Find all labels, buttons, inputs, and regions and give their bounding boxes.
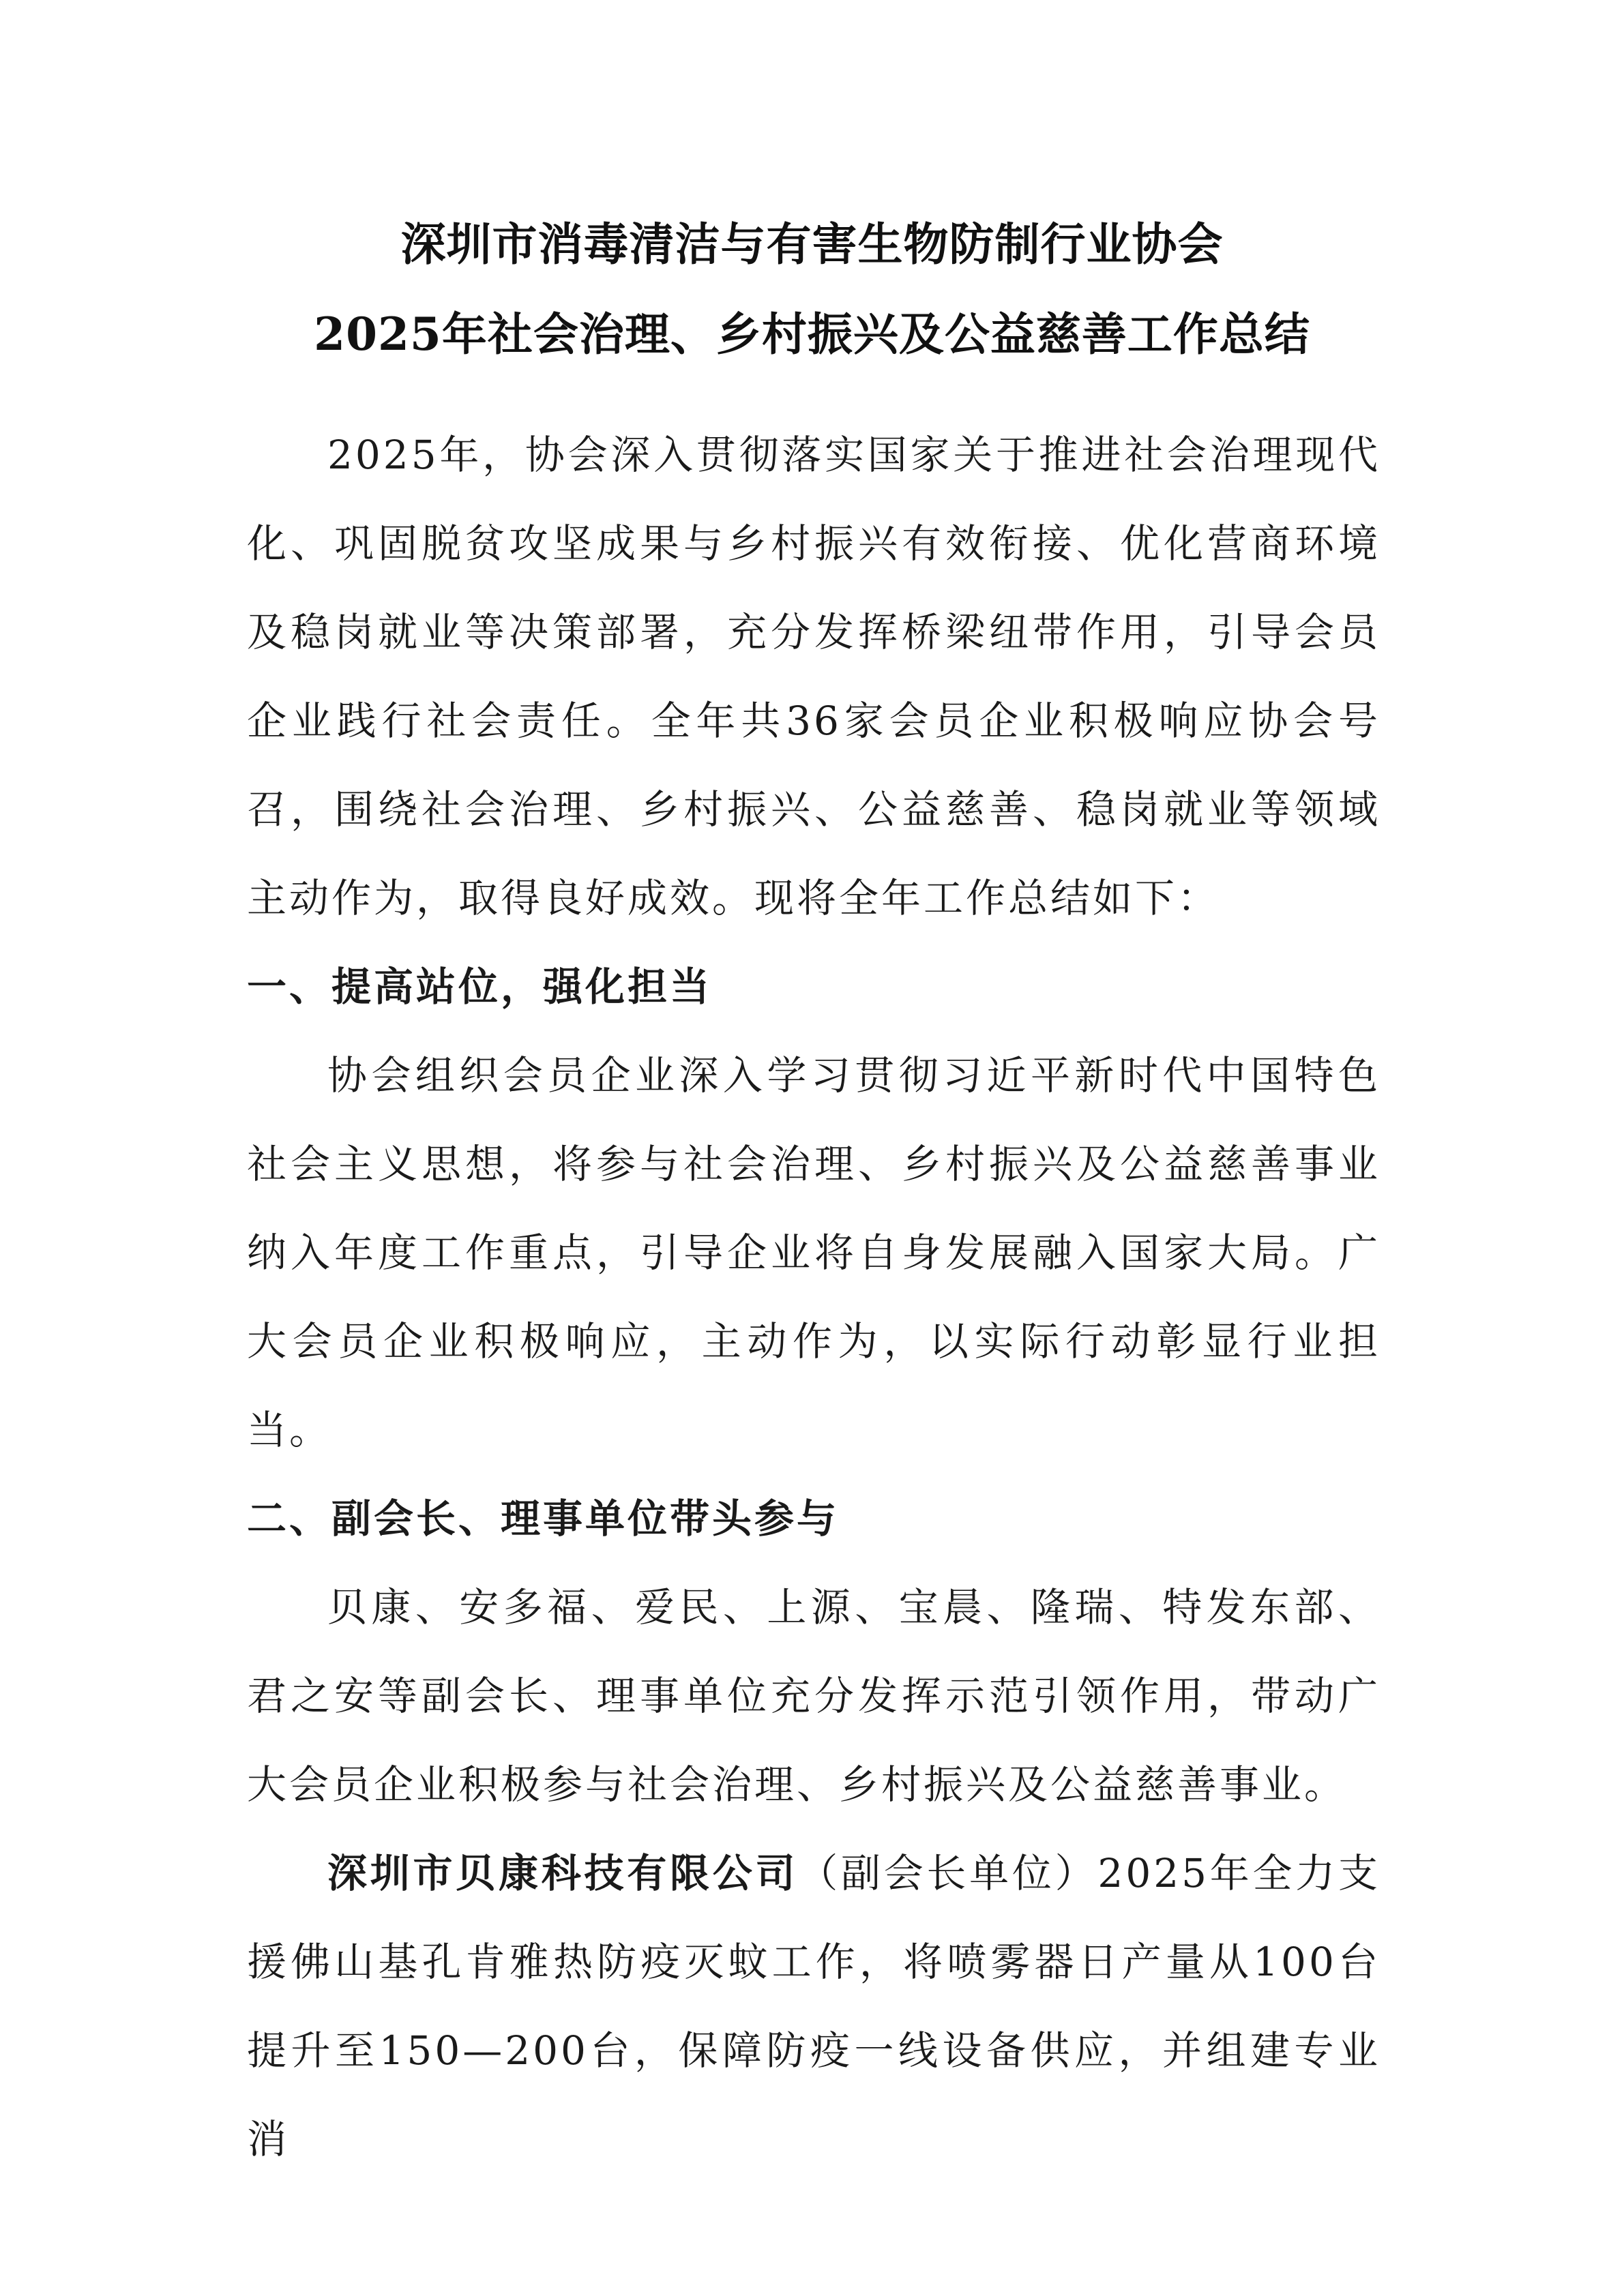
company-name: 深圳市贝康科技有限公司 xyxy=(327,1850,799,1896)
section-2-heading: 二、副会长、理事单位带头参与 xyxy=(247,1495,840,1542)
section-1-paragraph: 协会组织会员企业深入学习贯彻习近平新时代中国特色社会主义思想，将参与社会治理、乡村振兴及公益慈善事业纳入年度工作重点，引导企业将自身发展融入国家大局。广大会员企业积极响应，主动作为，以实际行动彰显行业担当。 xyxy=(247,1052,1381,1453)
document-body xyxy=(247,411,1381,2183)
company-paragraph xyxy=(247,1829,1381,2183)
intro-paragraph: 2025年，协会深入贯彻落实国家关于推进社会治理现代化、巩固脱贫攻坚成果与乡村振兴有效衔接、优化营商环境及稳岗就业等决策部署，充分发挥桥梁纽带作用，引导会员企业践行社会责任。全年共36家会员企业积极响应协会号召，围绕社会治理、乡村振兴、公益慈善、稳岗就业等领域主动作为，取得良好成效。现将全年工作总结如下： xyxy=(247,432,1381,921)
title-line-1: 深圳市消毒清洁与有害生物防制行业协会 xyxy=(400,218,1224,271)
section-2-paragraph: 贝康、安多福、爱民、上源、宝晨、隆瑞、特发东部、君之安等副会长、理事单位充分发挥示范引领作用，带动广大会员企业积极参与社会治理、乡村振兴及公益慈善事业。 xyxy=(247,1584,1381,1808)
section-1-heading: 一、提高站位，强化担当 xyxy=(247,964,713,1010)
document-title xyxy=(0,199,1624,379)
title-line-2: 2025年社会治理、乡村振兴及公益慈善工作总结 xyxy=(314,308,1310,361)
company-description: （副会长单位）2025年全力支援佛山基孔肯雅热防疫灭蚊工作，将喷雾器日产量从100台提升至150—200台，保障防疫一线设备供应，并组建专业消 xyxy=(247,1850,1381,2162)
